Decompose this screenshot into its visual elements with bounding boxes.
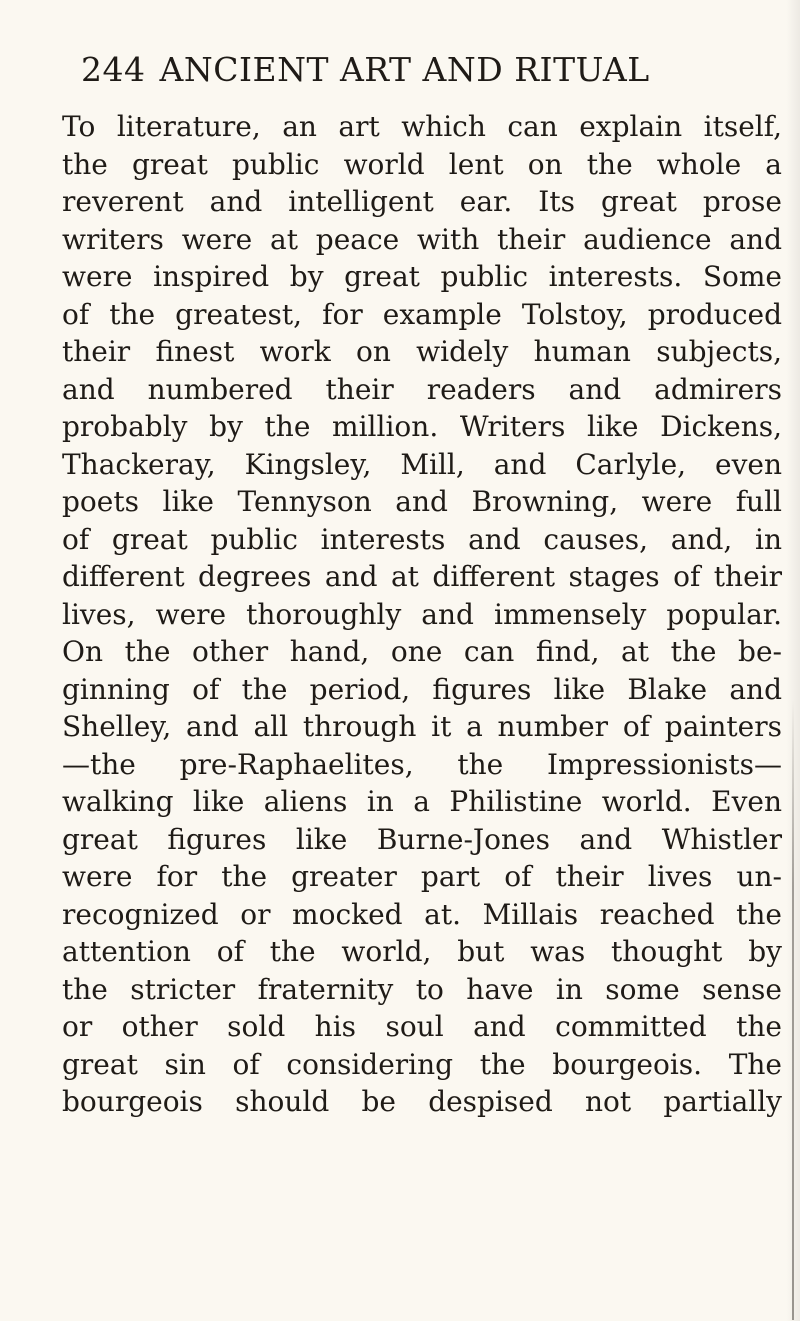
- text-line: poets like Tennyson and Browning, were full: [62, 485, 782, 518]
- text-line: Shelley, and all through it a number of painters: [62, 710, 782, 743]
- text-line: of the greatest, for example Tolstoy, produced: [62, 297, 782, 331]
- text-line: ginning of the period, figures like Blake and: [62, 672, 782, 706]
- text-line: were inspired by great public interests. Some: [62, 260, 782, 293]
- page-edge-line: [792, 700, 794, 1320]
- text-line: Thackeray, Kingsley, Mill, and Carlyle, even: [62, 447, 782, 481]
- page-number: 244: [81, 50, 146, 89]
- running-header: [81, 48, 650, 92]
- text-line: walking like aliens in a Philistine world. Even: [62, 785, 782, 818]
- text-line: reverent and intelligent ear. Its great prose: [62, 185, 782, 218]
- text-line: writers were at peace with their audience and: [62, 222, 782, 256]
- text-line: their finest work on widely human subjects,: [62, 335, 782, 368]
- text-line: —the pre-Raphaelites, the Impressionists—: [62, 747, 782, 781]
- text-line: or other sold his soul and committed the: [62, 1010, 782, 1043]
- text-line: the stricter fraternity to have in some sense: [62, 972, 782, 1006]
- text-line: were for the greater part of their lives un-: [62, 860, 782, 893]
- text-line: lives, were thoroughly and immensely popular.: [62, 597, 782, 631]
- text-line: and numbered their readers and admirers: [62, 372, 782, 406]
- text-line: different degrees and at different stages of their: [62, 560, 782, 593]
- text-line: great figures like Burne-Jones and Whistler: [62, 822, 782, 856]
- text-line: attention of the world, but was thought by: [62, 935, 782, 968]
- running-title: ANCIENT ART AND RITUAL: [159, 50, 650, 89]
- text-line: To literature, an art which can explain itself,: [62, 110, 782, 143]
- text-line: great sin of considering the bourgeois. The: [62, 1047, 782, 1081]
- text-line: recognized or mocked at. Millais reached the: [62, 897, 782, 931]
- text-line: of great public interests and causes, and, in: [62, 522, 782, 556]
- text-line: On the other hand, one can find, at the be-: [62, 635, 782, 668]
- body-text: [62, 108, 782, 1121]
- text-line: the great public world lent on the whole a: [62, 147, 782, 181]
- text-line: probably by the million. Writers like Dickens,: [62, 410, 782, 443]
- text-line: bourgeois should be despised not partially: [62, 1085, 782, 1118]
